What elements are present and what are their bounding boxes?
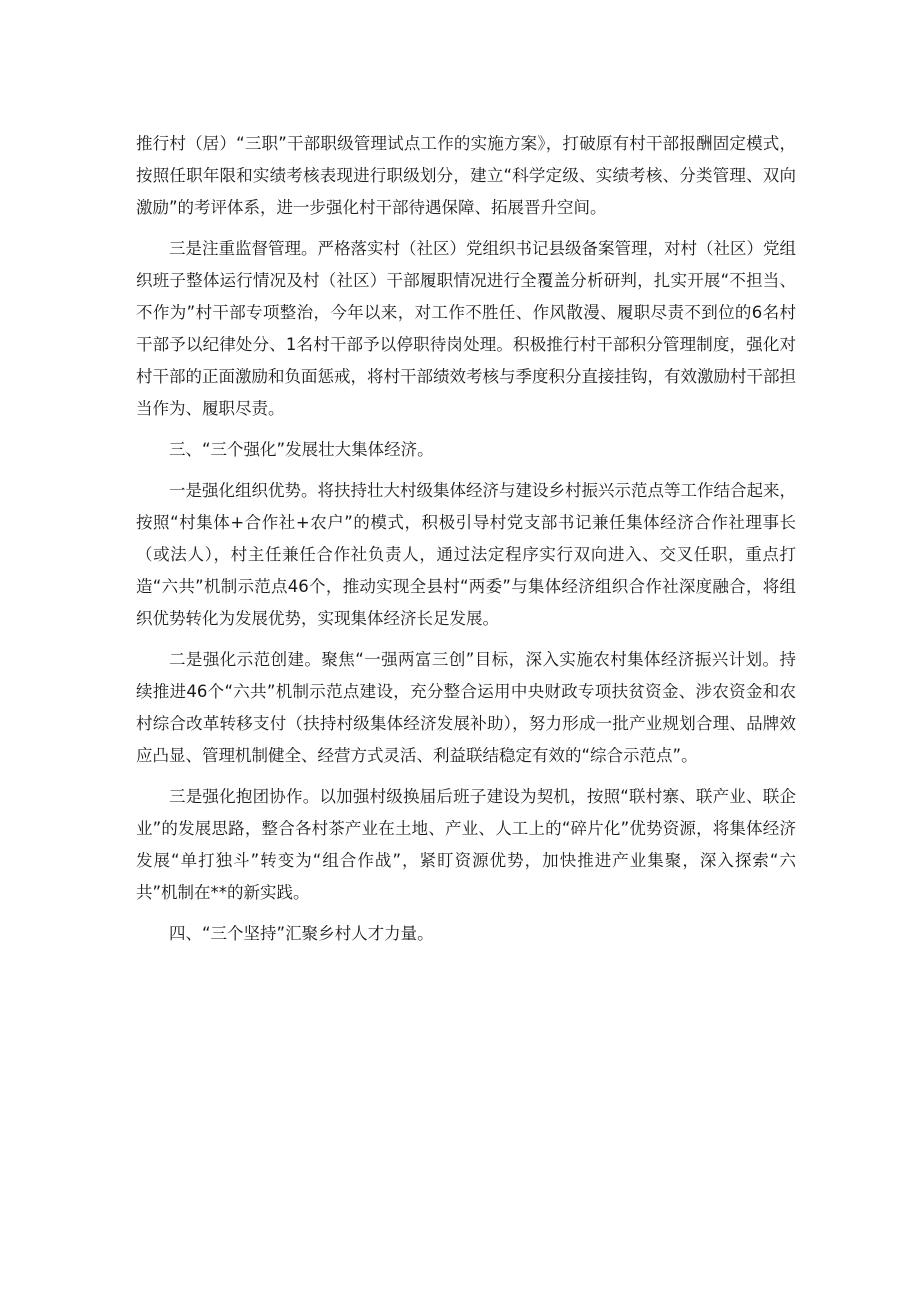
paragraph-organizational-advantage: 一是强化组织优势。将扶持壮大村级集体经济与建设乡村振兴示范点等工作结合起来，按照“村集体+合作社+农户”的模式，积极引导村党支部书记兼任集体经济合作社理事长（或法人），村主任兼任合作社负责人，通过法定程序实行双向进入、交叉任职，重点打造“六共”机制示范点46个，推动实现全县村“两委”与集体经济组织合作社深度融合，将组织优势转化为发展优势，实现集体经济长足发展。: [136, 481, 796, 628]
section-heading-rural-talent: 四、“三个坚持”汇聚乡村人才力量。: [169, 924, 434, 943]
paragraph-supervision-management: 三是注重监督管理。严格落实村（社区）党组织书记县级备案管理，对村（社区）党组织班子整体运行情况及村（社区）干部履职情况进行全覆盖分析研判，扎实开展“不担当、不作为”村干部专项整治，今年以来，对工作不胜任、作风散漫、履职尽责不到位的6名村干部予以纪律处分、1名村干部予以停职待岗处理。积极推行村干部积分管理制度，强化对村干部的正面激励和负面惩戒，将村干部绩效考核与季度积分直接挂钩，有效激励村干部担当作为、履职尽责。: [136, 239, 796, 418]
section-heading-collective-economy: 三、“三个强化”发展壮大集体经济。: [169, 440, 434, 459]
paragraph-group-collaboration: 三是强化抱团协作。以加强村级换届后班子建设为契机，按照“联村寨、联产业、联企业”的发展思路，整合各村茶产业在土地、产业、人工上的“碎片化”优势资源，将集体经济发展“单打独斗”转变为“组合作战”，紧盯资源优势，加快推进产业集聚，深入探索“六共”机制在**的新实践。: [136, 787, 796, 902]
document-body: [136, 128, 796, 959]
paragraph-demonstration-creation: 二是强化示范创建。聚焦“一强两富三创”目标，深入实施农村集体经济振兴计划。持续推进46个“六共”机制示范点建设，充分整合运用中央财政专项扶贫资金、涉农资金和农村综合改革转移支付（扶持村级集体经济发展补助），努力形成一批产业规划合理、品牌效应凸显、管理机制健全、经营方式灵活、利益联结稳定有效的“综合示范点”。: [136, 650, 796, 765]
paragraph-career-grade-plan: 推行村（居）“三职”干部职级管理试点工作的实施方案》，打破原有村干部报酬固定模式，按照任职年限和实绩考核表现进行职级划分，建立“科学定级、实绩考核、分类管理、双向激励”的考评体系，进一步强化村干部待遇保障、拓展晋升空间。: [136, 134, 796, 217]
